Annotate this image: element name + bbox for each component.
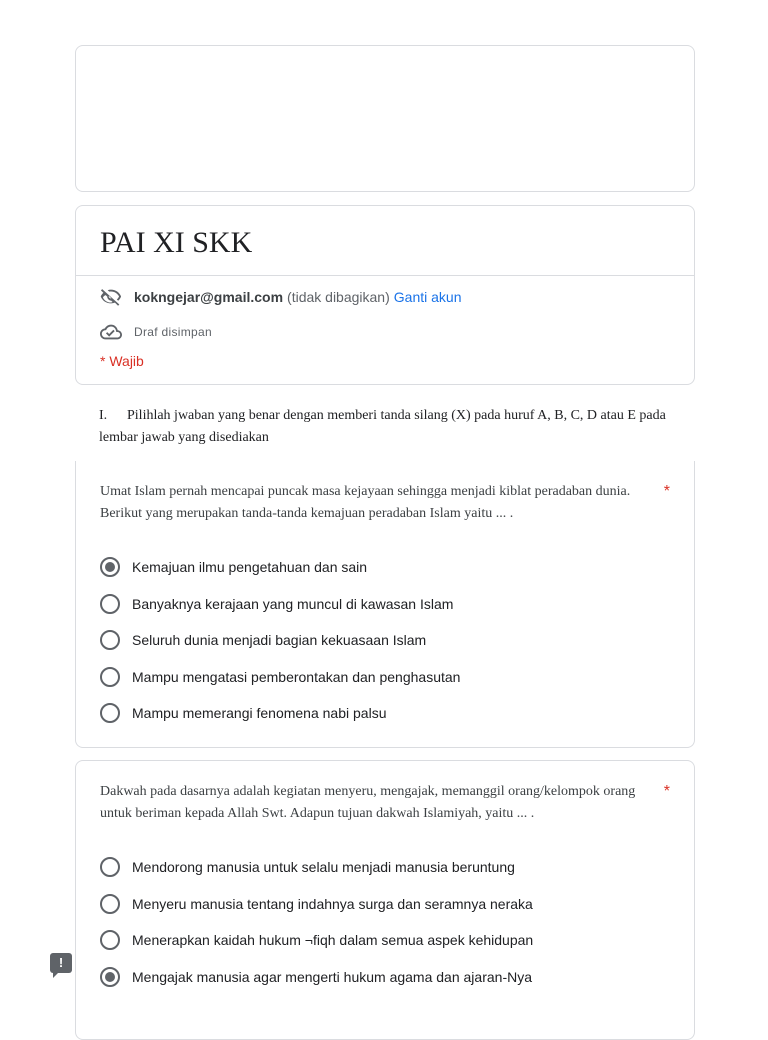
option-item[interactable] [100, 886, 533, 923]
not-shared-label: (tidak dibagikan) [287, 289, 390, 305]
radio-button[interactable] [100, 667, 120, 687]
eye-off-icon [100, 286, 122, 308]
question-text: Dakwah pada dasarnya adalah kegiatan menyeru, mengajak, memanggil orang/kelompok orang untuk beriman kepada Allah Swt. Adapun tujuan dakwah Islamiyah, yaitu ... . [100, 784, 636, 821]
option-item[interactable] [100, 659, 460, 696]
option-item[interactable] [100, 922, 533, 959]
question-card [75, 461, 695, 748]
header-banner [75, 45, 695, 192]
option-label: Menyeru manusia tentang indahnya surga dan seramnya neraka [132, 895, 533, 912]
radio-button[interactable] [100, 857, 120, 877]
draft-status-row [100, 321, 212, 343]
report-problem-icon[interactable]: ! [50, 953, 72, 973]
question-card [75, 760, 695, 1040]
required-note: * Wajib [100, 353, 144, 369]
title-divider [76, 275, 694, 276]
radio-button[interactable] [100, 703, 120, 723]
option-label: Menerapkan kaidah hukum ¬fiqh dalam semua aspek kehidupan [132, 932, 534, 949]
options-list [100, 549, 460, 732]
options-list [100, 849, 533, 995]
section-description [99, 405, 669, 449]
question-text: Umat Islam pernah mencapai puncak masa kejayaan sehingga menjadi kiblat peradaban dunia. Berikut yang merupakan tanda-tanda kemajuan peradaban Islam yaitu ... . [100, 484, 631, 521]
form-title-card [75, 205, 695, 385]
option-label: Mengajak manusia agar mengerti hukum agama dan ajaran-Nya [132, 968, 532, 985]
option-label: Mendorong manusia untuk selalu menjadi manusia beruntung [132, 859, 515, 876]
switch-account-link[interactable]: Ganti akun [393, 289, 462, 305]
radio-button[interactable] [100, 630, 120, 650]
option-label: Kemajuan ilmu pengetahuan dan sain [132, 559, 368, 576]
option-label: Mampu memerangi fenomena nabi palsu [132, 705, 387, 722]
radio-button-selected[interactable] [100, 967, 120, 987]
radio-button-selected[interactable] [100, 557, 120, 577]
radio-button[interactable] [100, 930, 120, 950]
section-number: I. [99, 408, 108, 423]
option-item[interactable] [100, 549, 460, 586]
option-item[interactable] [100, 622, 460, 659]
account-row [100, 286, 461, 308]
option-label: Seluruh dunia menjadi bagian kekuasaan Islam [132, 632, 427, 649]
radio-button[interactable] [100, 594, 120, 614]
account-email: kokngejar@gmail.com [134, 289, 284, 305]
required-asterisk: * [663, 783, 670, 800]
option-item[interactable] [100, 959, 533, 996]
form-title: PAI XI SKK [100, 226, 253, 259]
option-item[interactable] [100, 695, 460, 732]
required-asterisk: * [663, 483, 670, 500]
section-text: Pilihlah jwaban yang benar dengan memberi tanda silang (X) pada huruf A, B, C, D atau E pada lembar jawab yang disediakan [99, 408, 666, 445]
radio-button[interactable] [100, 894, 120, 914]
draft-status-label: Draf disimpan [134, 325, 212, 339]
option-item[interactable] [100, 849, 533, 886]
option-label: Mampu mengatasi pemberontakan dan penghasutan [132, 668, 461, 685]
option-item[interactable] [100, 586, 460, 623]
cloud-check-icon [100, 321, 122, 343]
option-label: Banyaknya kerajaan yang muncul di kawasan Islam [132, 595, 454, 612]
